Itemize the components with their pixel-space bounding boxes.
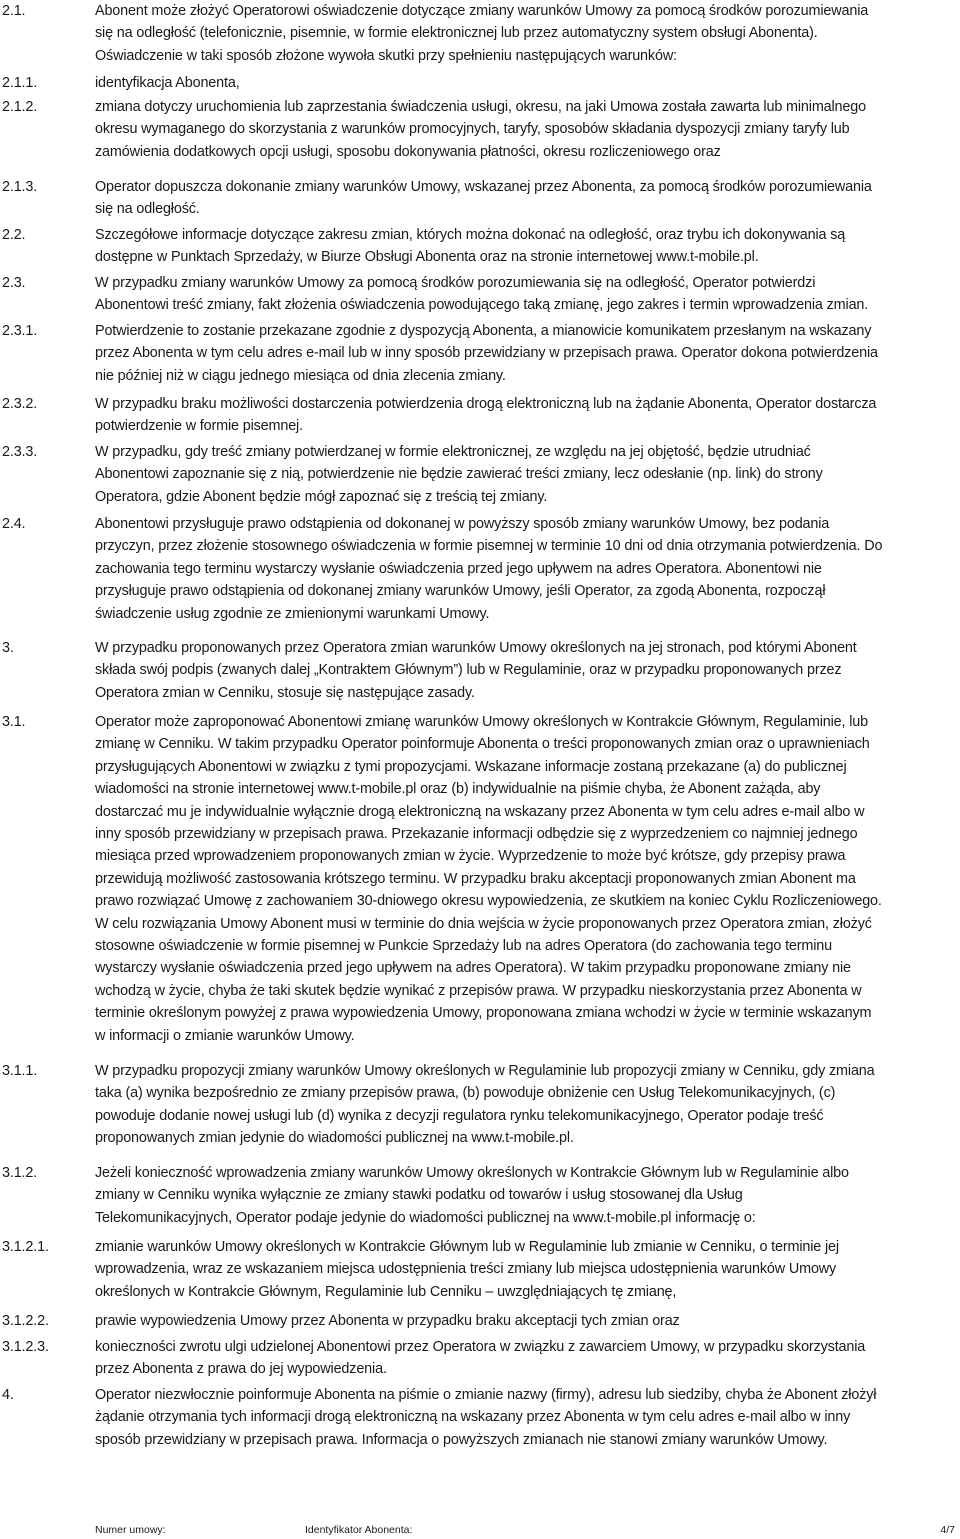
clause-number: 2.3.2. (2, 396, 38, 412)
clause-text (95, 96, 957, 163)
clause-line: identyfikacja Abonenta, (95, 75, 240, 91)
clause-line: zmianę w Cenniku. W takim przypadku Operator poinformuje Abonenta o treści proponowanych zmian oraz o uprawnieniach (95, 736, 870, 753)
clause-line: składa swój podpis (zwanych dalej „Kontraktem Głównym”) lub w Regulaminie, oraz w przypadku proponowanych przez (95, 662, 842, 679)
clause-line: terminie określonym powyżej z prawa wypowiedzenia Umowy, proponowana zmiana wchodzi w życie w terminie wskazanym (95, 1005, 872, 1022)
clause-line: powoduje dodanie nowej usługi lub (d) wynika z decyzji regulatora rynku telekomunikacyjnego, Operator podaje treść (95, 1107, 824, 1124)
clause-line: W przypadku, gdy treść zmiany potwierdzanej w formie elektronicznej, ze względu na jej objętość, będzie utrudniać (95, 444, 811, 460)
clause-line: zamówienia dodatkowych opcji usługi, sposobu dokonywania płatności, okresu rozliczeniowego oraz (95, 143, 721, 160)
clause-text (95, 1336, 957, 1381)
clause-line: Szczegółowe informacje dotyczące zakresu zmian, których można dokonać na odległość, oraz trybu ich dokonywania są (95, 227, 846, 243)
clause-line: Abonentowi treść zmiany, fakt złożenia oświadczenia powodującego taką zmianę, jego zakres i termin wprowadzenia zmian. (95, 297, 869, 314)
clause-line: W przypadku zmiany warunków Umowy za pomocą środków porozumiewania się na odległość, Operator potwierdzi (95, 275, 816, 291)
clause-line: zmianie warunków Umowy określonych w Kontrakcie Głównym lub w Regulaminie lub zmianie w Cenniku, o terminie jej (95, 1239, 839, 1255)
clause-line: żądanie otrzymania tych informacji drogą elektroniczną na wskazany przez Abonenta w tym celu adres e-mail albo w inny (95, 1409, 851, 1426)
clause-line: Abonent może złożyć Operatorowi oświadczenie dotyczące zmiany warunków Umowy za pomocą środków porozumiewania (95, 3, 869, 19)
clause-line: sposób przewidziany w przepisach prawa. Informacja o powyższych zmianach nie stanowi zmiany warunków Umowy. (95, 1431, 828, 1448)
clause-number: 2.2. (2, 227, 26, 243)
clause-number: 3.1. (2, 714, 26, 730)
clause-text (95, 320, 957, 387)
clause-number: 2.1.3. (2, 179, 38, 195)
clause-line: Operatora zmian w Cenniku, stosuje się następujące zasady. (95, 684, 475, 701)
clause-line: konieczności zwrotu ulgi udzielonej Abonentowi przez Operatora w związku z zawarciem Umowy, w przypadku skorzystania (95, 1339, 866, 1355)
clause-line: wiadomości na stronie internetowej www.t-mobile.pl oraz (b) indywidualnie na piśmie chyba, że Abonent zażąda, aby (95, 781, 821, 798)
clause-number: 2.3.1. (2, 323, 38, 339)
clause-line: miesiąca przed wprowadzeniem proponowanych zmian w życie. Wyprzedzenie to może być krótsze, gdy przepisy prawa (95, 848, 846, 865)
clause-text (95, 513, 957, 625)
clause-line: Potwierdzenie to zostanie przekazane zgodnie z dyspozycją Abonenta, a mianowicie komunikatem przesłanym na wskazany (95, 323, 872, 339)
clause-line: W przypadku propozycji zmiany warunków Umowy określonych w Regulaminie lub propozycji zmiany w Cenniku, gdy zmiana (95, 1063, 875, 1079)
clause-number: 3.1.2.1. (2, 1239, 49, 1255)
clause-line: Operatora, gdzie Abonent będzie mógł zapoznać się z treścią tej zmiany. (95, 488, 548, 505)
clause-line: wystarczy wysłanie oświadczenia przed jego upływem na adres Operatora). W takim przypadku proponowane zmiany nie (95, 960, 851, 977)
clause-line: Operator może zaproponować Abonentowi zmianę warunków Umowy określonych w Kontrakcie Głównym, Regulaminie, lub (95, 714, 868, 730)
clause-text (95, 1162, 957, 1229)
clause-number: 3.1.2.2. (2, 1313, 49, 1329)
clause-text (95, 72, 957, 94)
clause-text (95, 441, 957, 508)
clause-line: przewidują możliwość zastosowania krótszego terminu. W przypadku braku akceptacji proponowanych zmian Abonent ma (95, 870, 856, 887)
clause-line: zmiany w Cenniku wynika wyłącznie ze zmiany stawki podatku od towarów i usług stosowanej dla Usług (95, 1187, 743, 1204)
clause-text (95, 176, 957, 221)
clause-line: inny sposób przewidziany w przepisach prawa. Przekazanie informacji odbędzie się z wyprzedzeniem co najmniej jednego (95, 826, 858, 843)
clause-text (95, 1060, 957, 1150)
clause-line: przez Abonenta z prawa do jej wypowiedzenia. (95, 1361, 387, 1378)
clause-text (95, 1236, 957, 1303)
clause-text (95, 0, 957, 67)
clause-line: Telekomunikacyjnych, Operator podaje jedynie do wiadomości publicznej na www.t-mobile.pl informację o: (95, 1209, 756, 1226)
clause-line: prawo rozwiązać Umowę z zachowaniem 30-dniowego okresu wypowiedzenia, ze skutkiem na koniec Cyklu Rozliczeniowego. (95, 893, 882, 910)
subscriber-id-label: Identyfikator Abonenta: (305, 1524, 413, 1536)
clause-number: 3.1.1. (2, 1063, 38, 1079)
clause-line: Jeżeli konieczność wprowadzenia zmiany warunków Umowy określonych w Kontrakcie Głównym lub w Regulaminie albo (95, 1165, 849, 1181)
clause-line: W celu rozwiązania Umowy Abonent musi w terminie do dnia wejścia w życie proponowanych przez Operatora zmian, złożyć (95, 915, 872, 932)
clause-number: 2.1.1. (2, 75, 38, 91)
clause-line: stosowne oświadczenie w formie pisemnej w Punkcie Sprzedaży lub na adres Operatora (do zachowania tego terminu (95, 938, 832, 955)
clause-line: proponowanych zmian jedynie do wiadomości publicznej na www.t-mobile.pl. (95, 1130, 574, 1147)
clause-number: 3.1.2.3. (2, 1339, 49, 1355)
clause-text (95, 711, 957, 1047)
clause-line: potwierdzenie w formie pisemnej. (95, 418, 303, 435)
clause-line: wprowadzenia, wraz ze wskazaniem miejsca udostępnienia treści zmiany lub miejsca udostępnienia warunków Umowy (95, 1261, 837, 1278)
clause-line: przysługujących Abonentowi w związku z tymi propozycjami. Wskazane informacje zostaną przekazane (a) do publicznej (95, 758, 847, 775)
clause-line: W przypadku proponowanych przez Operatora zmian warunków Umowy określonych na jej stronach, pod którymi Abonent (95, 640, 857, 656)
clause-line: świadczenie usług zgodnie ze zmienionymi warunkami Umowy. (95, 605, 490, 622)
clause-line: wchodzą w życie, chyba że taki skutek będzie wynikać z przepisów prawa. W przypadku nieskorzystania przez Abonenta w (95, 982, 862, 999)
clause-line: Abonentowi przysługuje prawo odstąpienia od dokonanej w powyższy sposób zmiany warunków Umowy, bez podania (95, 516, 830, 532)
clause-text (95, 1384, 957, 1451)
clause-line: Oświadczenie w taki sposób złożone wywoła skutki przy spełnieniu następujących warunków: (95, 47, 677, 64)
clause-text (95, 272, 957, 317)
contract-number-label: Numer umowy: (95, 1524, 166, 1536)
clause-line: przysługuje prawo odstąpienia od dokonanej zmiany warunków Umowy, jeśli Operator, za zgodą Abonenta, rozpoczął (95, 583, 826, 600)
clause-line: w informacji o zmianie warunków Umowy. (95, 1027, 355, 1044)
clause-number: 2.3.3. (2, 444, 38, 460)
clause-line: Abonentowi zapoznanie się z nią, potwierdzenie nie będzie zawierać treści zmiany, lecz odesłanie (np. link) do strony (95, 466, 823, 483)
clause-line: taka (a) wynika bezpośrednio ze zmiany przepisów prawa, (b) powoduje obniżenie cen Usług Telekomunikacyjnych, (c) (95, 1085, 836, 1102)
page-number: 4/7 (940, 1524, 955, 1536)
clause-line: przez Abonenta w tym celu adres e-mail lub w inny sposób przewidziany w przepisach prawa. Operator dokona potwierdzenia (95, 345, 878, 362)
clause-number: 2.1. (2, 3, 26, 19)
clause-line: przyczyn, przez złożenie stosownego oświadczenia w formie pisemnej w terminie 10 dni od dnia otrzymania potwierdzenia. Do (95, 538, 883, 555)
clause-line: określonych w Kontrakcie Głównym, Regulaminie lub Cenniku – uwzględniających tę zmianę, (95, 1283, 677, 1300)
clause-line: dostępne w Punktach Sprzedaży, w Biurze Obsługi Abonenta oraz na stronie internetowej www.t-mobile.pl. (95, 249, 759, 266)
clause-text (95, 393, 957, 438)
clause-number: 2.3. (2, 275, 26, 291)
clause-line: zachowania tego terminu wystarczy wysłanie oświadczenia przed jego upływem na adres Operatora. Abonentowi nie (95, 560, 822, 577)
clause-line: się na odległość (telefonicznie, pisemnie, w formie elektronicznej lub przez automatyczny system obsługi Abonenta). (95, 25, 818, 42)
clause-line: się na odległość. (95, 201, 200, 218)
clause-line: nie później niż w ciągu jednego miesiąca od dnia zlecenia zmiany. (95, 367, 506, 384)
clause-line: W przypadku braku możliwości dostarczenia potwierdzenia drogą elektroniczną lub na żądanie Abonenta, Operator dostarcza (95, 396, 877, 412)
clause-text (95, 224, 957, 269)
clause-text (95, 1310, 957, 1332)
clause-line: Operator dopuszcza dokonanie zmiany warunków Umowy, wskazanej przez Abonenta, za pomocą środków porozumiewania (95, 179, 872, 195)
clause-number: 2.4. (2, 516, 26, 532)
clause-line: okresu wymaganego do skorzystania z warunków promocyjnych, taryfy, sposobów składania dyspozycji zmiany taryfy lub (95, 121, 850, 138)
clause-line: zmiana dotyczy uruchomienia lub zaprzestania świadczenia usługi, okresu, na jaki Umowa została zawarta lub minimalnego (95, 99, 866, 115)
page-footer (0, 1522, 960, 1539)
clause-number: 3.1.2. (2, 1165, 38, 1181)
clause-number: 3. (2, 640, 14, 656)
clause-number: 2.1.2. (2, 99, 38, 115)
clause-line: Operator niezwłocznie poinformuje Abonenta na piśmie o zmianie nazwy (firmy), adresu lub siedziby, chyba że Abonent złożył (95, 1387, 877, 1403)
clause-text (95, 637, 957, 704)
clause-number: 4. (2, 1387, 14, 1403)
clause-line: dostarczać mu je indywidualnie wyłącznie drogą elektroniczną na wskazany przez Abonenta w tym celu adres e-mail albo w (95, 803, 865, 820)
clause-line: prawie wypowiedzenia Umowy przez Abonenta w przypadku braku akceptacji tych zmian oraz (95, 1313, 680, 1329)
